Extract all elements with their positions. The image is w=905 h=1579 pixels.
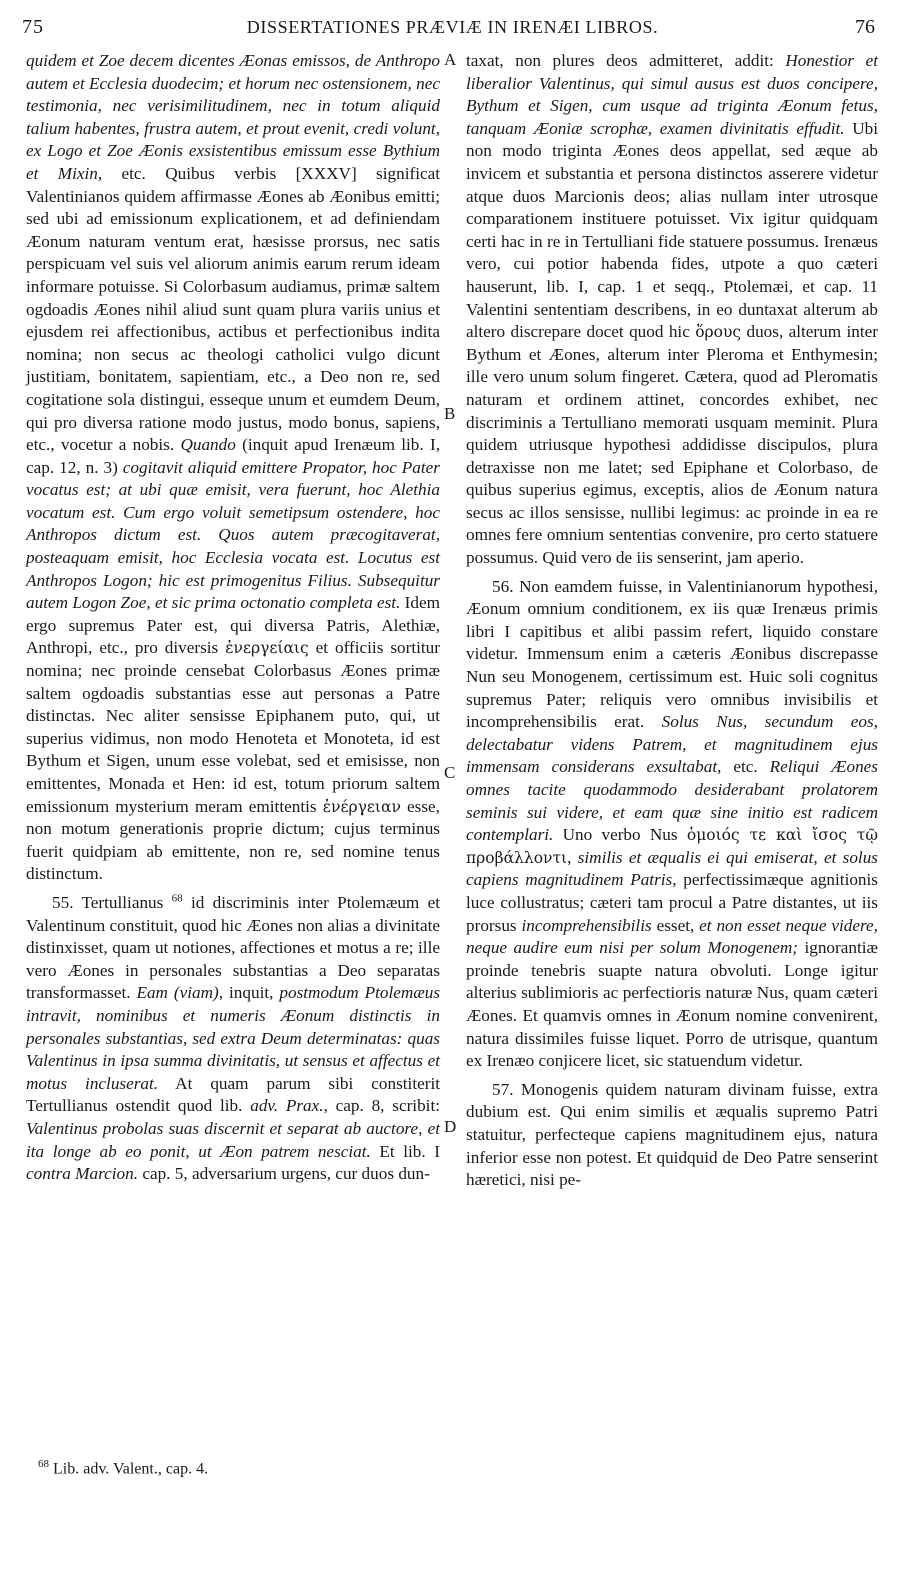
text-run: ignorantiæ proinde tenebris suapte natura obvoluti. Longe igitur alterius sublimioris ac perfectioris naturæ Nus, quam cæteri Æones. Et quamvis omnes in Æonum nomine convenirent, natura dissimiles fuisse liquet. Porro de utrisque, quantum ex Irenæo conjicere licet, sic statuendum videtur. xyxy=(466,938,878,1071)
italic-run: Quando xyxy=(180,435,236,455)
italic-run: Reliqui Æones omnes tacite quodammodo desiderabant prolatorem seminis sui videre, et eam quæ sine initio est radicem contemplari. xyxy=(466,757,878,845)
text-run: esse, non motum generationis proprie dictum; cujus terminus fuerit quidpiam ab emittente, non re, sed nomine tenus distinctum. xyxy=(26,796,440,884)
running-header xyxy=(0,12,905,42)
text-run: duos, alterum inter Bythum et Æones, alterum inter Pleroma et Enthymesin; ille vero unum solum fingeret. Cætera, quod ad Pleromatis naturam et ordinem attinet, concordes exhibet, nec discriminis a Tertulliano memorati usquam meminit. Plura quidem utriusque hypothesi addidisse discipulos, plura detraxisse non me latet; sed Epiphane et Colorbaso, de quibus superius egimus, exceptis, alios de Æonum natura secus ac illos sensisse, nullibi legimus: ac proinde in ea re omnes fere omnium sententias convenire, pro certo statuere possumus. Quid vero de iis senserint, jam aperio. xyxy=(466,322,878,568)
text-run: id discriminis inter Ptolemæum et Valentinum constituit, quod hic Æones non alias a divinitate distinxisset, quam ut notiones, affectiones et motus a re; ille vero Æones in personales substantias a Deo separatas transformasset. xyxy=(26,892,440,1003)
greek-text: ὅρους xyxy=(695,323,742,342)
page-number-right: 76 xyxy=(855,16,875,38)
text-run: et officiis sortitur nomina; nec proinde censebat Colorbasus Æones primæ saltem ogdoadis substantias esse aut personas a Patre distinctas. Nec aliter sensisse Epiphanem puto, qui, ut superius vidimus, non modo Henoteta et Monoteta, id est Bythum et Sigen, unum esse volebat, sed et emisisse, non emittentes, Monada et Hen: id est, totum priorum saltem emissionum mysterium meram emittentis xyxy=(26,638,440,816)
footnote-text: Lib. adv. Valent., cap. 4. xyxy=(53,1460,209,1478)
italic-run: Valentinus probolas suas discernit et separat ab auctore, et ita longe ab eo ponit, ut Æon patrem nesciat. xyxy=(26,1118,440,1161)
greek-text: ἐνέργειαν xyxy=(322,797,401,816)
greek-text: ἐνεργείαις xyxy=(225,639,309,658)
text-run: cap. 5, adversarium urgens, cur duos dun- xyxy=(138,1164,430,1184)
text-run: , inquit, xyxy=(218,983,280,1003)
italic-run: cogitavit aliquid emittere Propator, hoc Pater vocatus est; at ubi quæ emisit, vera fuerunt, hoc Alethia vocatum est. Cum ergo voluit semetipsum ostendere, hoc Anthropos dictum est. Quos autem præcogitaverat, posteaquam emisit, hoc Ecclesia vocata est. Locutus est Anthropos Logon; hic est primogenitus Filius. Subsequitur autem Logon Zoe, et sic prima octonatio completa est. xyxy=(26,457,440,613)
italic-run: quidem et Zoe decem dicentes Æonas emissos, de Anthropo autem et Ecclesia duodecim; et horum nec ostensionem, nec testimonia, nec verisimilitudinem, nec in totum aliquid talium habentes, frustra autem, et prout evenit, credi volunt, ex Logo et Zoe Æonis exsistentibus emissum esse Bythium et Mixin, xyxy=(26,51,440,183)
margin-marker-c: C xyxy=(444,763,456,782)
text-run: At quam parum sibi constiterit Tertullianus ostendit quod lib. xyxy=(26,1073,440,1116)
text-run: , xyxy=(567,847,578,867)
italic-run: Honestior et liberalior Valentinus, qui simul ausus est duos concipere, Bythum et Sigen, cum usque ad triginta Æonum fetus, tanquam Æoniæ scrophæ, examen divinitatis effudit. xyxy=(466,51,878,138)
right-paragraph-57 xyxy=(466,1079,878,1192)
margin-marker-a: A xyxy=(444,50,457,69)
margin-marker-b: B xyxy=(444,404,456,423)
text-run: esset, xyxy=(651,915,700,935)
text-run: 57. Monogenis quidem naturam divinam fuisse, extra dubium est. Qui enim similis et æqualis supremo Patri statuitur, perfecteque capiens magnitudinem ejus, natura inferior esse non potest. Et quidquid de Deo Patre senserint hæretici, nisi pe- xyxy=(466,1079,878,1190)
footnote xyxy=(38,1458,208,1478)
text-run: Idem ergo supremus Pater est, qui diversa Patris, Alethiæ, Anthropi, etc., pro diversis xyxy=(26,593,440,658)
right-column xyxy=(466,50,878,1192)
left-paragraph-1 xyxy=(26,50,440,886)
left-column xyxy=(26,50,440,1186)
page-number-left: 75 xyxy=(22,16,44,38)
left-paragraph-55 xyxy=(26,892,440,1186)
italic-run: Eam (viam) xyxy=(136,983,219,1003)
footnote-mark: 68 xyxy=(38,1458,49,1470)
italic-run: postmodum Ptolemæus intravit, nominibus et numeris Æonum distinctis in personales substantias, sed extra Deum determinatas: quas Valentinus in ipsa summa divinitatis, ut sensus et affectus et motus incluserat. xyxy=(26,983,441,1093)
text-run: Ubi non modo triginta Æones deos appellat, sed æque ab invicem et substantia et persona distinctos asserere videtur atque duos Marcionis deos; alias nullam inter utrosque comparationem instituere potuisset. Vix igitur quidquam certi hac in re in Tertulliani fide statuere possumus. Irenæus vero, cui potior habenda fides, utpote a quo cæteri hauserunt, lib. I, cap. 1 et seqq., Ptolemæi, et cap. 11 Valentini sententiam describens, in eo duntaxat alterum ab altero discrepare docet quod hic xyxy=(466,118,878,342)
text-run: taxat, non plures deos admitteret, addit: xyxy=(466,51,786,70)
italic-run: incomprehensibilis xyxy=(521,915,652,935)
right-paragraph-1 xyxy=(466,50,878,570)
text-run: (inquit apud Irenæum lib. I, cap. 12, n. 3) xyxy=(26,435,440,477)
greek-text: ὁμοιός τε καὶ ἴσος τῷ προβάλλοντι xyxy=(466,826,878,867)
text-run: Uno verbo Nus xyxy=(553,825,687,845)
text-run: , cap. 8, scribit: xyxy=(323,1096,441,1116)
text-run: 56. Non eamdem fuisse, in Valentinianorum hypothesi, Æonum omnium conditionem, ex iis quæ Irenæus primis libri I capitibus et alibi passim refert, liquido constare videtur. Immensum enim a cæteris Æonibus discrepasse Nun seu Monogenem, certissimum est. Huic soli cognitus supremus Pater; reliquis vero omnibus invisibilis et incomprehensibilis erat. xyxy=(466,576,878,732)
running-title: DISSERTATIONES PRÆVIÆ IN IRENÆI LIBROS. xyxy=(246,17,659,37)
text-run: 55. Tertullianus xyxy=(52,892,172,912)
right-paragraph-56 xyxy=(466,576,878,1073)
margin-marker-d: D xyxy=(444,1117,457,1136)
italic-run: Solus Nus, secundum eos, delectabatur videns Patrem, et magnitudinem ejus immensam considerans exsultabat, xyxy=(466,712,878,777)
text-run: Et lib. I xyxy=(370,1141,440,1161)
italic-run: et non esset neque videre, neque audire eum nisi per solum Monogenem; xyxy=(466,915,878,958)
italic-run: similis et æqualis ei qui emiserat, et solus capiens magnitudinem Patris xyxy=(466,847,878,890)
text-run: etc. xyxy=(721,757,770,777)
footnote-reference: 68 xyxy=(171,892,183,905)
text-run: , perfectissimæque agnitionis luce collustratus; cæteri tam procul a Patre distantes, ut iis prorsus xyxy=(466,870,878,935)
italic-run: contra Marcion. xyxy=(26,1164,139,1184)
text-run: etc. Quibus verbis [XXXV] significat Valentinianos quidem affirmasse Æones ab Æonibus emitti; sed ubi ad emissionum explicationem, et ad definiendam Æonum naturam ventum erat, hæsisse prorsus, nec satis perspicuam vel suis vel aliorum animis earum rerum ideam informare potuisse. Si Colorbasum audiamus, primæ saltem ogdoadis Æones nihil aliud sunt quam plura variis unius et ejusdem rei affectionibus, actibus et perfectionibus indita nomina; non secus ac theologi catholici vulgo dicunt justitiam, bonitatem, sapientiam, etc., a Deo non re, sed cogitatione sola distingui, esseque unum et eumdem Deum, qui pro diversa ratione modo justus, modo bonus, sapiens, etc., vocetur a nobis. xyxy=(26,163,440,455)
italic-run: adv. Prax. xyxy=(250,1096,324,1116)
